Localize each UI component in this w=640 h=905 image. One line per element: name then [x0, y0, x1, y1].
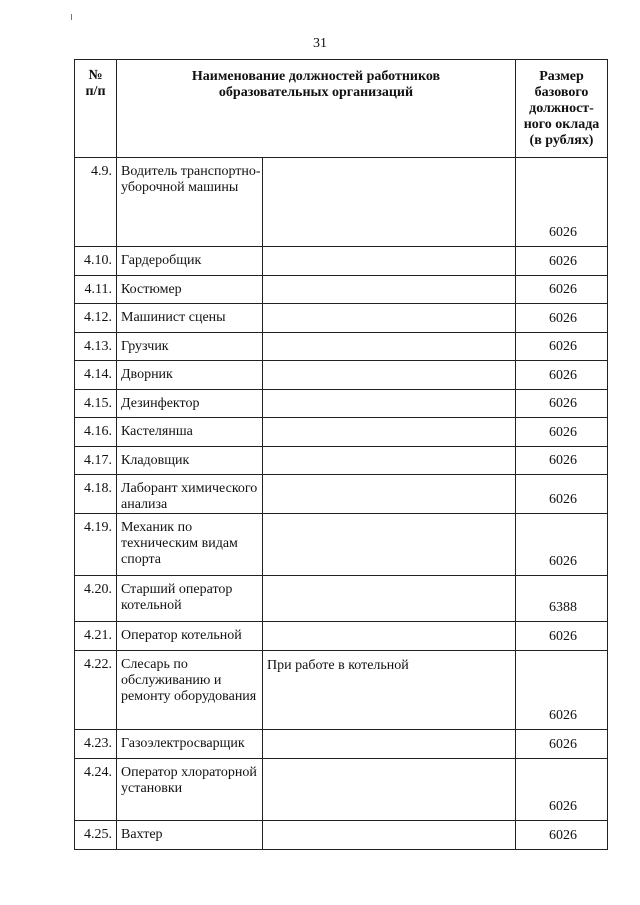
table-row — [75, 514, 608, 576]
row-salary: 6026 — [516, 418, 608, 447]
row-position-name: Машинист сцены — [117, 304, 263, 333]
row-condition: При работе в котельной — [263, 651, 516, 730]
row-condition — [263, 576, 516, 622]
table-row — [75, 759, 608, 821]
row-salary: 6026 — [516, 276, 608, 304]
row-num: 4.17. — [75, 447, 117, 475]
row-position-name: Кастелянша — [117, 418, 263, 447]
row-num: 4.23. — [75, 730, 117, 759]
table-row — [75, 447, 608, 475]
table-row — [75, 276, 608, 304]
row-salary: 6026 — [516, 390, 608, 418]
table-row — [75, 651, 608, 730]
row-num: 4.13. — [75, 333, 117, 361]
row-position-name: Лаборант химического анализа — [117, 475, 263, 514]
table-row — [75, 622, 608, 651]
row-num: 4.22. — [75, 651, 117, 730]
table-row — [75, 418, 608, 447]
table-row — [75, 390, 608, 418]
row-salary: 6026 — [516, 158, 608, 247]
table-row — [75, 576, 608, 622]
table-row — [75, 247, 608, 276]
table-row — [75, 304, 608, 333]
row-condition — [263, 333, 516, 361]
row-position-name: Вахтер — [117, 821, 263, 850]
row-condition — [263, 304, 516, 333]
row-num: 4.10. — [75, 247, 117, 276]
row-salary: 6026 — [516, 514, 608, 576]
table-body — [75, 158, 608, 850]
row-condition — [263, 730, 516, 759]
row-condition — [263, 821, 516, 850]
scan-mark — [71, 14, 72, 20]
row-salary: 6026 — [516, 622, 608, 651]
row-condition — [263, 514, 516, 576]
row-salary: 6026 — [516, 821, 608, 850]
row-position-name: Механик по техническим видам спорта — [117, 514, 263, 576]
row-position-name: Дезинфектор — [117, 390, 263, 418]
row-num: 4.19. — [75, 514, 117, 576]
row-salary: 6026 — [516, 759, 608, 821]
row-position-name: Слесарь по обслуживанию и ремонту оборудования — [117, 651, 263, 730]
header-name: Наименование должностей работников образовательных организаций — [117, 60, 516, 158]
row-position-name: Старший оператор котельной — [117, 576, 263, 622]
row-num: 4.15. — [75, 390, 117, 418]
row-position-name: Дворник — [117, 361, 263, 390]
row-salary: 6026 — [516, 247, 608, 276]
row-num: 4.9. — [75, 158, 117, 247]
row-num: 4.11. — [75, 276, 117, 304]
row-salary: 6026 — [516, 447, 608, 475]
row-position-name: Водитель транспортно-уборочной машины — [117, 158, 263, 247]
row-salary: 6388 — [516, 576, 608, 622]
row-position-name: Газоэлектросварщик — [117, 730, 263, 759]
row-num: 4.25. — [75, 821, 117, 850]
row-salary: 6026 — [516, 304, 608, 333]
row-condition — [263, 447, 516, 475]
row-condition — [263, 418, 516, 447]
row-condition — [263, 759, 516, 821]
row-condition — [263, 475, 516, 514]
row-salary: 6026 — [516, 730, 608, 759]
row-num: 4.24. — [75, 759, 117, 821]
row-position-name: Кладовщик — [117, 447, 263, 475]
row-salary: 6026 — [516, 475, 608, 514]
row-salary: 6026 — [516, 333, 608, 361]
header-num: № п/п — [75, 60, 117, 158]
table-row — [75, 821, 608, 850]
row-num: 4.14. — [75, 361, 117, 390]
row-condition — [263, 247, 516, 276]
row-salary: 6026 — [516, 361, 608, 390]
table-row — [75, 158, 608, 247]
row-num: 4.12. — [75, 304, 117, 333]
row-salary: 6026 — [516, 651, 608, 730]
row-position-name: Грузчик — [117, 333, 263, 361]
row-position-name: Гардеробщик — [117, 247, 263, 276]
row-condition — [263, 158, 516, 247]
table-row — [75, 333, 608, 361]
row-num: 4.21. — [75, 622, 117, 651]
header-salary: Размер базового должност-ного оклада (в рублях) — [516, 60, 608, 158]
row-position-name: Оператор котельной — [117, 622, 263, 651]
row-position-name: Костюмер — [117, 276, 263, 304]
table-row — [75, 475, 608, 514]
row-condition — [263, 276, 516, 304]
table-row — [75, 730, 608, 759]
row-position-name: Оператор хлораторной установки — [117, 759, 263, 821]
positions-table — [74, 59, 608, 850]
page-number: 31 — [313, 36, 327, 51]
row-num: 4.16. — [75, 418, 117, 447]
row-condition — [263, 622, 516, 651]
row-condition — [263, 390, 516, 418]
row-condition — [263, 361, 516, 390]
row-num: 4.20. — [75, 576, 117, 622]
table-header-row — [75, 60, 608, 158]
row-num: 4.18. — [75, 475, 117, 514]
table-row — [75, 361, 608, 390]
